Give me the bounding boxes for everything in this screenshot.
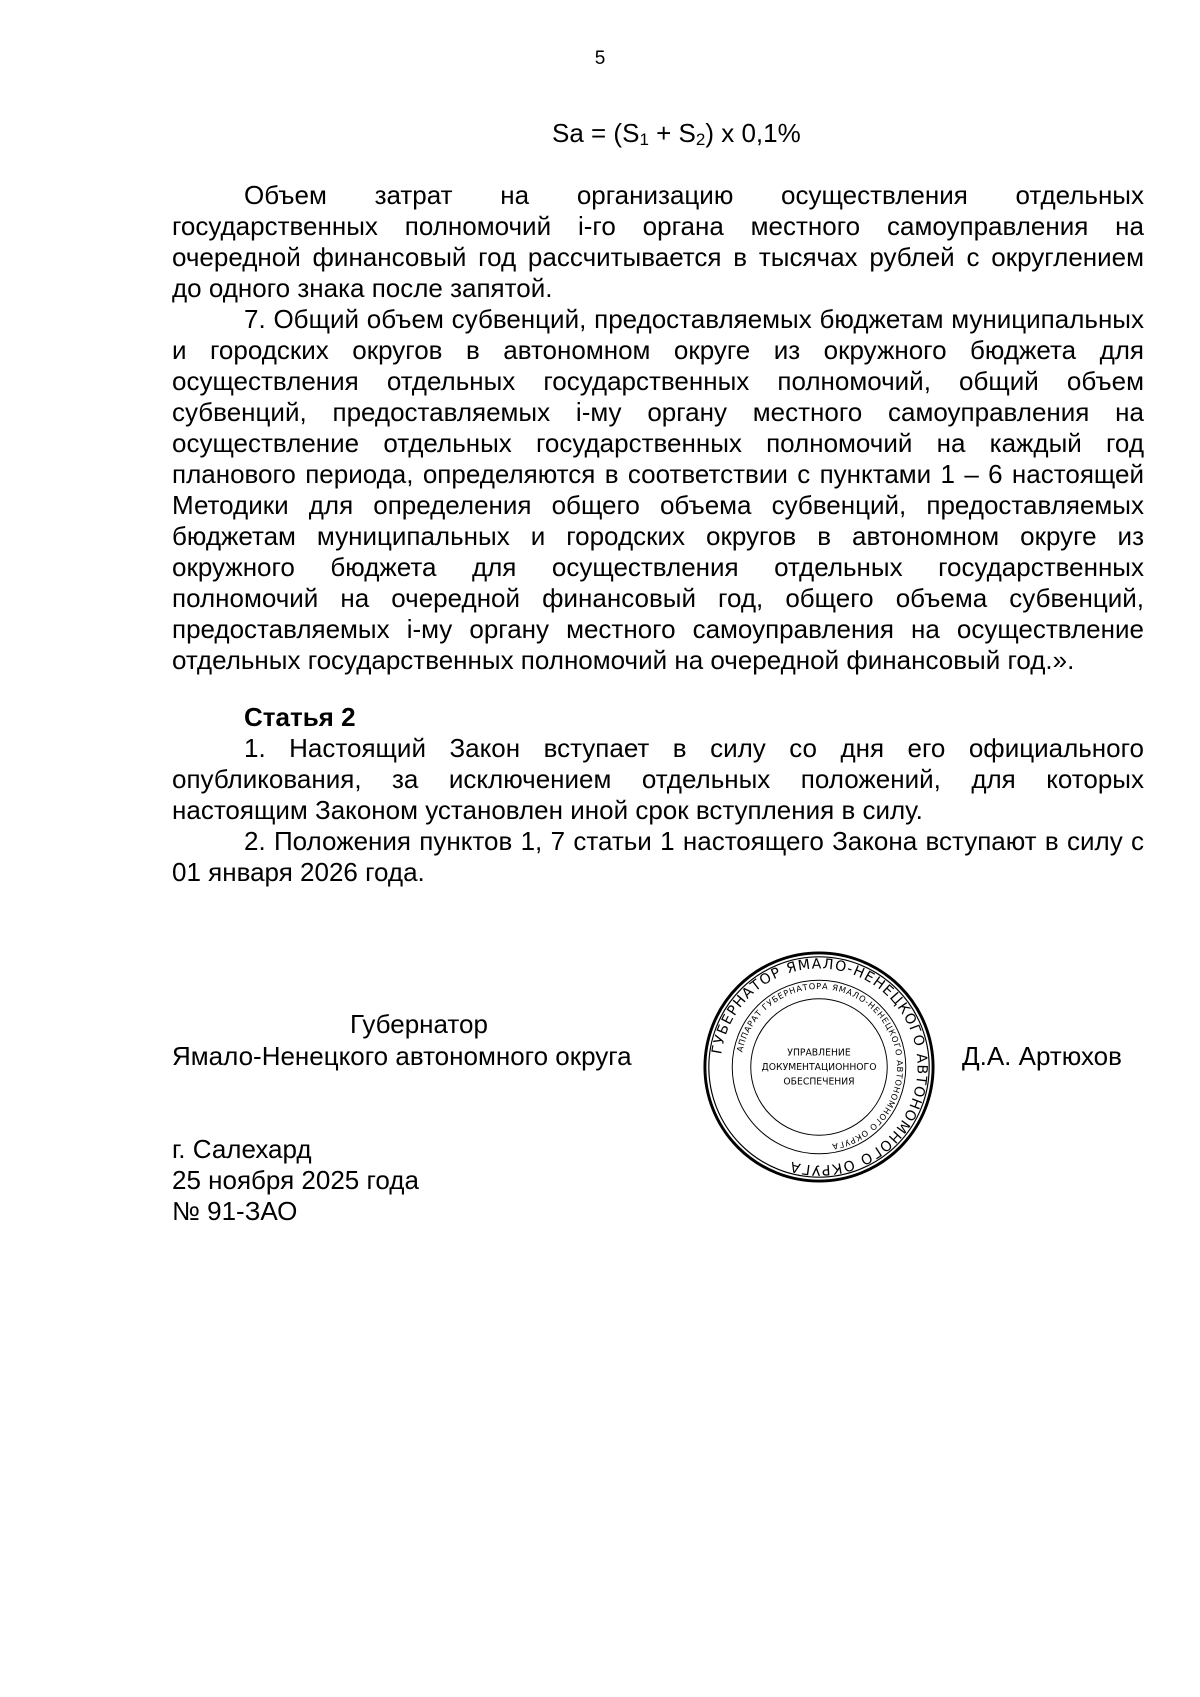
signer-name: Д.А. Артюхов (962, 1041, 1122, 1071)
seal-outer-text: ГУБЕРНАТОР ЯМАЛО-НЕНЕЦКОГО АВТОНОМНОГО ОКРУГА (709, 956, 930, 1178)
place-date-number (172, 1134, 419, 1227)
place-city: г. Салехард (172, 1134, 312, 1164)
paragraph-cost-rounding: Объем затрат на организацию осуществления отдельных государственных полномочий i-го органа местного самоуправления на очередной финансовый год рассчитывается в тысячах рублей с округлением до одного знака после запятой. (172, 180, 1144, 303)
article-2-heading: Статья 2 (244, 702, 356, 732)
page-number: 5 (594, 48, 606, 69)
formula-subscript-2: 2 (695, 130, 706, 149)
signature-block (172, 1008, 632, 1072)
document-body (172, 180, 1144, 888)
signer-title: Губернатор (350, 1009, 488, 1039)
formula-lhs: Sa = (S (552, 118, 640, 148)
formula-rhs: ) x 0,1% (705, 118, 801, 148)
signer-region: Ямало-Ненецкого автономного округа (172, 1041, 632, 1071)
seal-center-line-1: УПРАВЛЕНИЕ (787, 1047, 851, 1059)
seal-inner-text: АППАРАТ ГУБЕРНАТОРА ЯМАЛО-НЕНЕЦКОГО АВТОНОМНОГО ОКРУГА (734, 980, 906, 1152)
article-2-paragraph-1: 1. Настоящий Закон вступает в силу со дня его официального опубликования, за исключением отдельных положений, для которых настоящим Законом установлен иной срок вступления в силу. (172, 733, 1144, 825)
formula-subscript-1: 1 (639, 130, 649, 149)
article-2-paragraph-2: 2. Положения пунктов 1, 7 статьи 1 настоящего Закона вступают в силу с 01 января 2026 года. (172, 826, 1144, 887)
formula (552, 118, 801, 150)
seal-center-line-2: ДОКУМЕНТАЦИОННОГО (761, 1061, 877, 1073)
document-number: № 91-ЗАО (172, 1196, 298, 1226)
seal-center-line-3: ОБЕСПЕЧЕНИЯ (783, 1076, 855, 1088)
formula-mid: + S (648, 118, 696, 148)
paragraph-item-7: 7. Общий объем субвенций, предоставляемых бюджетам муниципальных и городских округов в автономном округе из окружного бюджета для осуществления отдельных государственных полномочий, общий объем субвенций, предоставляемых i-му органу местного самоуправления на осуществление отдельных государственных полномочий на каждый год планового периода, определяются в соответствии с пунктами 1 – 6 настоящей Методики для определения общего объема субвенций, предоставляемых бюджетам муниципальных и городских округов в автономном округе из окружного бюджета для осуществления отдельных государственных полномочий на очередной финансовый год, общего объема субвенций, предоставляемых i-му органу местного самоуправления на осуществление отдельных государственных полномочий на очередной финансовый год.». (172, 304, 1144, 675)
official-seal (702, 950, 936, 1184)
document-date: 25 ноября 2025 года (172, 1165, 419, 1195)
